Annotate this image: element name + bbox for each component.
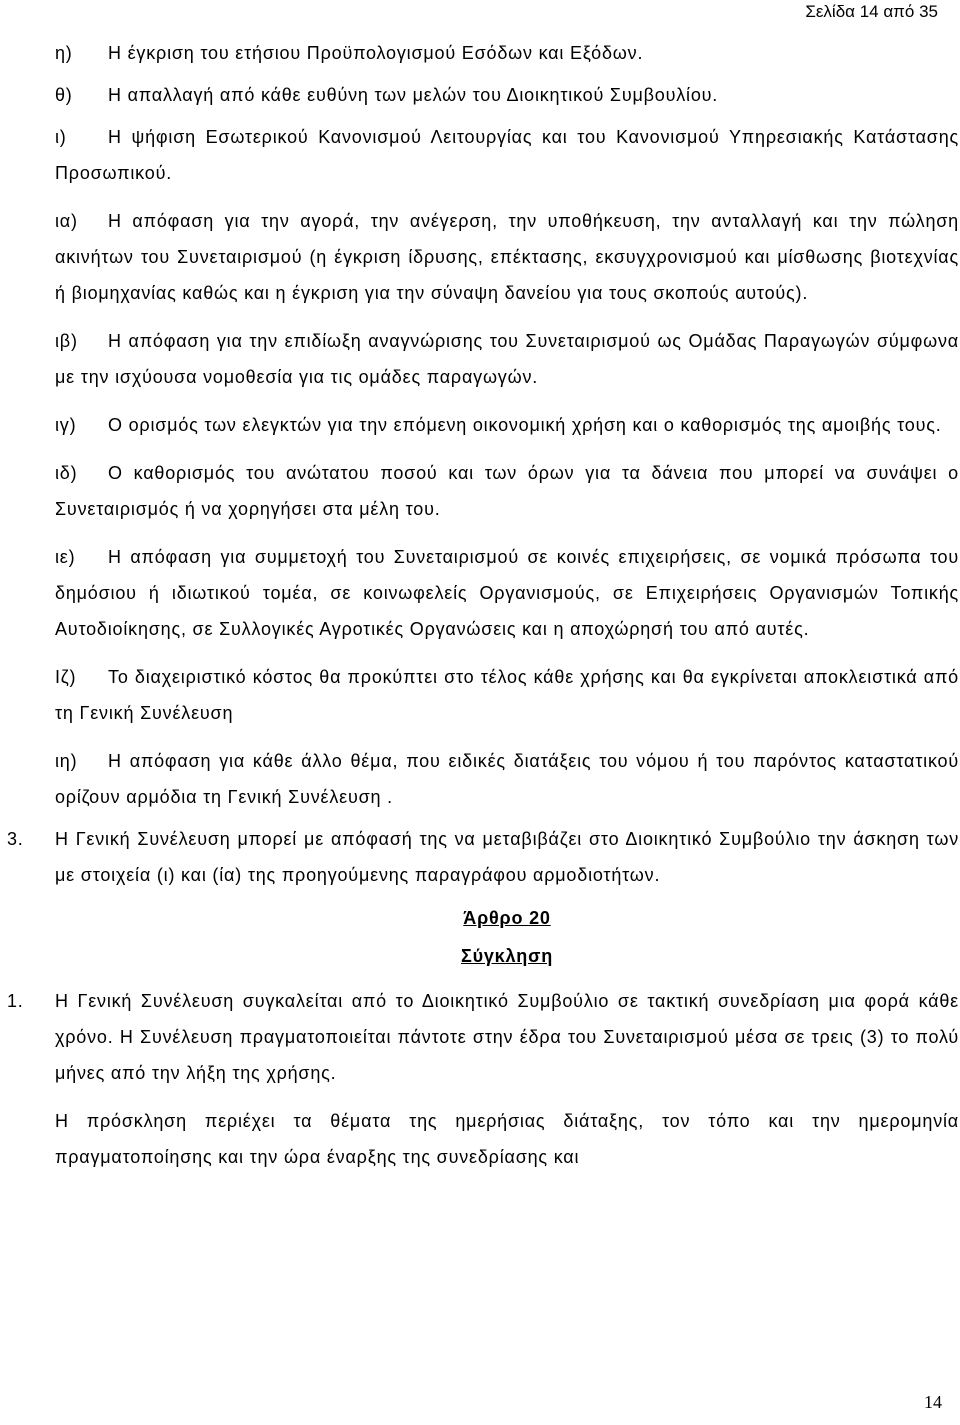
article-title: Σύγκληση [460,946,554,966]
item-label: ιε) [55,547,76,567]
item-text: Η απόφαση για κάθε άλλο θέμα, που ειδικές διατάξεις του νόμου ή του παρόντος καταστατικού ορίζουν αρμόδια τη Γενική Συνέλευση . [55,751,959,807]
item-label: ιη) [55,751,78,771]
list-item [55,455,959,527]
item-text: Ο καθορισμός του ανώτατου ποσού και των όρων για τα δάνεια που μπορεί να συνάψει ο Συνεταιρισμός ή να χορηγήσει στα μέλη του. [55,463,959,519]
item-text: Η έγκριση του ετήσιου Προϋπολογισμού Εσόδων και Εξόδων. [108,43,644,63]
list-item [55,323,959,395]
list-item [55,539,959,647]
item-label: η) [55,43,73,63]
page-number: 14 [924,1392,942,1412]
list-item [55,203,959,311]
item-label: ια) [55,211,78,231]
item-text: Η απόφαση για την αγορά, την ανέγερση, την υποθήκευση, την ανταλλαγή και την πώληση ακινήτων του Συνεταιρισμού (η έγκριση ίδρυσης, επέκτασης, εκσυγχρονισμού και μίσθωσης βιοτεχνίας ή βιομηχανίας καθώς και η έγκριση για την σύναψη δανείου για τους σκοπούς αυτούς). [55,211,959,303]
list-item [55,659,959,731]
item-label: θ) [55,85,73,105]
paragraph-text: Η Γενική Συνέλευση συγκαλείται από το Διοικητικό Συμβούλιο σε τακτική συνεδρίαση μια φορά κάθε χρόνο. Η Συνέλευση πραγματοποιείται πάντοτε στην έδρα του Συνεταιρισμού μέσα σε τρεις (3) το πολύ μήνες από την λήξη της χρήσης. [55,991,959,1083]
item-label: ι) [55,127,67,147]
list-item [55,77,959,113]
item-label: ιδ) [55,463,78,483]
item-text: Το διαχειριστικό κόστος θα προκύπτει στο τέλος κάθε χρήσης και θα εγκρίνεται αποκλειστικά από τη Γενική Συνέλευση [55,667,959,723]
item-label: Ιζ) [55,667,77,687]
numbered-paragraph-3 [7,821,959,893]
item-label: ιβ) [55,331,78,351]
paragraph-text: Η Γενική Συνέλευση μπορεί με απόφασή της να μεταβιβάζει στο Διοικητικό Συμβούλιο την άσκηση των με στοιχεία (ι) και (ία) της προηγούμενης παραγράφου αρμοδιοτήτων. [55,829,959,885]
numbered-paragraph-1 [7,983,959,1091]
paragraph-text: Η πρόσκληση περιέχει τα θέματα της ημερήσιας διάταξης, τον τόπο και την ημερομηνία πραγματοποίησης και την ώρα έναρξης της συνεδρίασης και [55,1111,959,1167]
document-body [7,35,959,1175]
list-item [55,35,959,71]
item-text: Η ψήφιση Εσωτερικού Κανονισμού Λειτουργίας και του Κανονισμού Υπηρεσιακής Κατάστασης Προσωπικού. [55,127,959,183]
list-item [55,407,959,443]
list-item [55,119,959,191]
item-text: Ο ορισμός των ελεγκτών για την επόμενη οικονομική χρήση και ο καθορισμός της αμοιβής τους. [108,415,942,435]
item-text: Η απόφαση για συμμετοχή του Συνεταιρισμού σε κοινές επιχειρήσεις, σε νομικά πρόσωπα του δημόσιου ή ιδιωτικού τομέα, σε κοινωφελείς Οργανισμούς, σε Επιχειρήσεις Οργανισμών Τοπικής Αυτοδιοίκησης, σε Συλλογικές Αγροτικές Οργανώσεις και η αποχώρησή του από αυτές. [55,547,959,639]
paragraph-number: 3. [7,829,24,849]
list-item [55,743,959,815]
paragraph-number: 1. [7,991,24,1011]
page-header-info: Σελίδα 14 από 35 [805,2,938,21]
item-label: ιγ) [55,415,77,435]
item-text: Η απόφαση για την επιδίωξη αναγνώρισης του Συνεταιρισμού ως Ομάδας Παραγωγών σύμφωνα με την ισχύουσα νομοθεσία για τις ομάδες παραγωγών. [55,331,959,387]
invitation-paragraph [55,1103,959,1175]
article-number: Άρθρο 20 [463,908,551,928]
item-text: Η απαλλαγή από κάθε ευθύνη των μελών του Διοικητικού Συμβουλίου. [108,85,719,105]
